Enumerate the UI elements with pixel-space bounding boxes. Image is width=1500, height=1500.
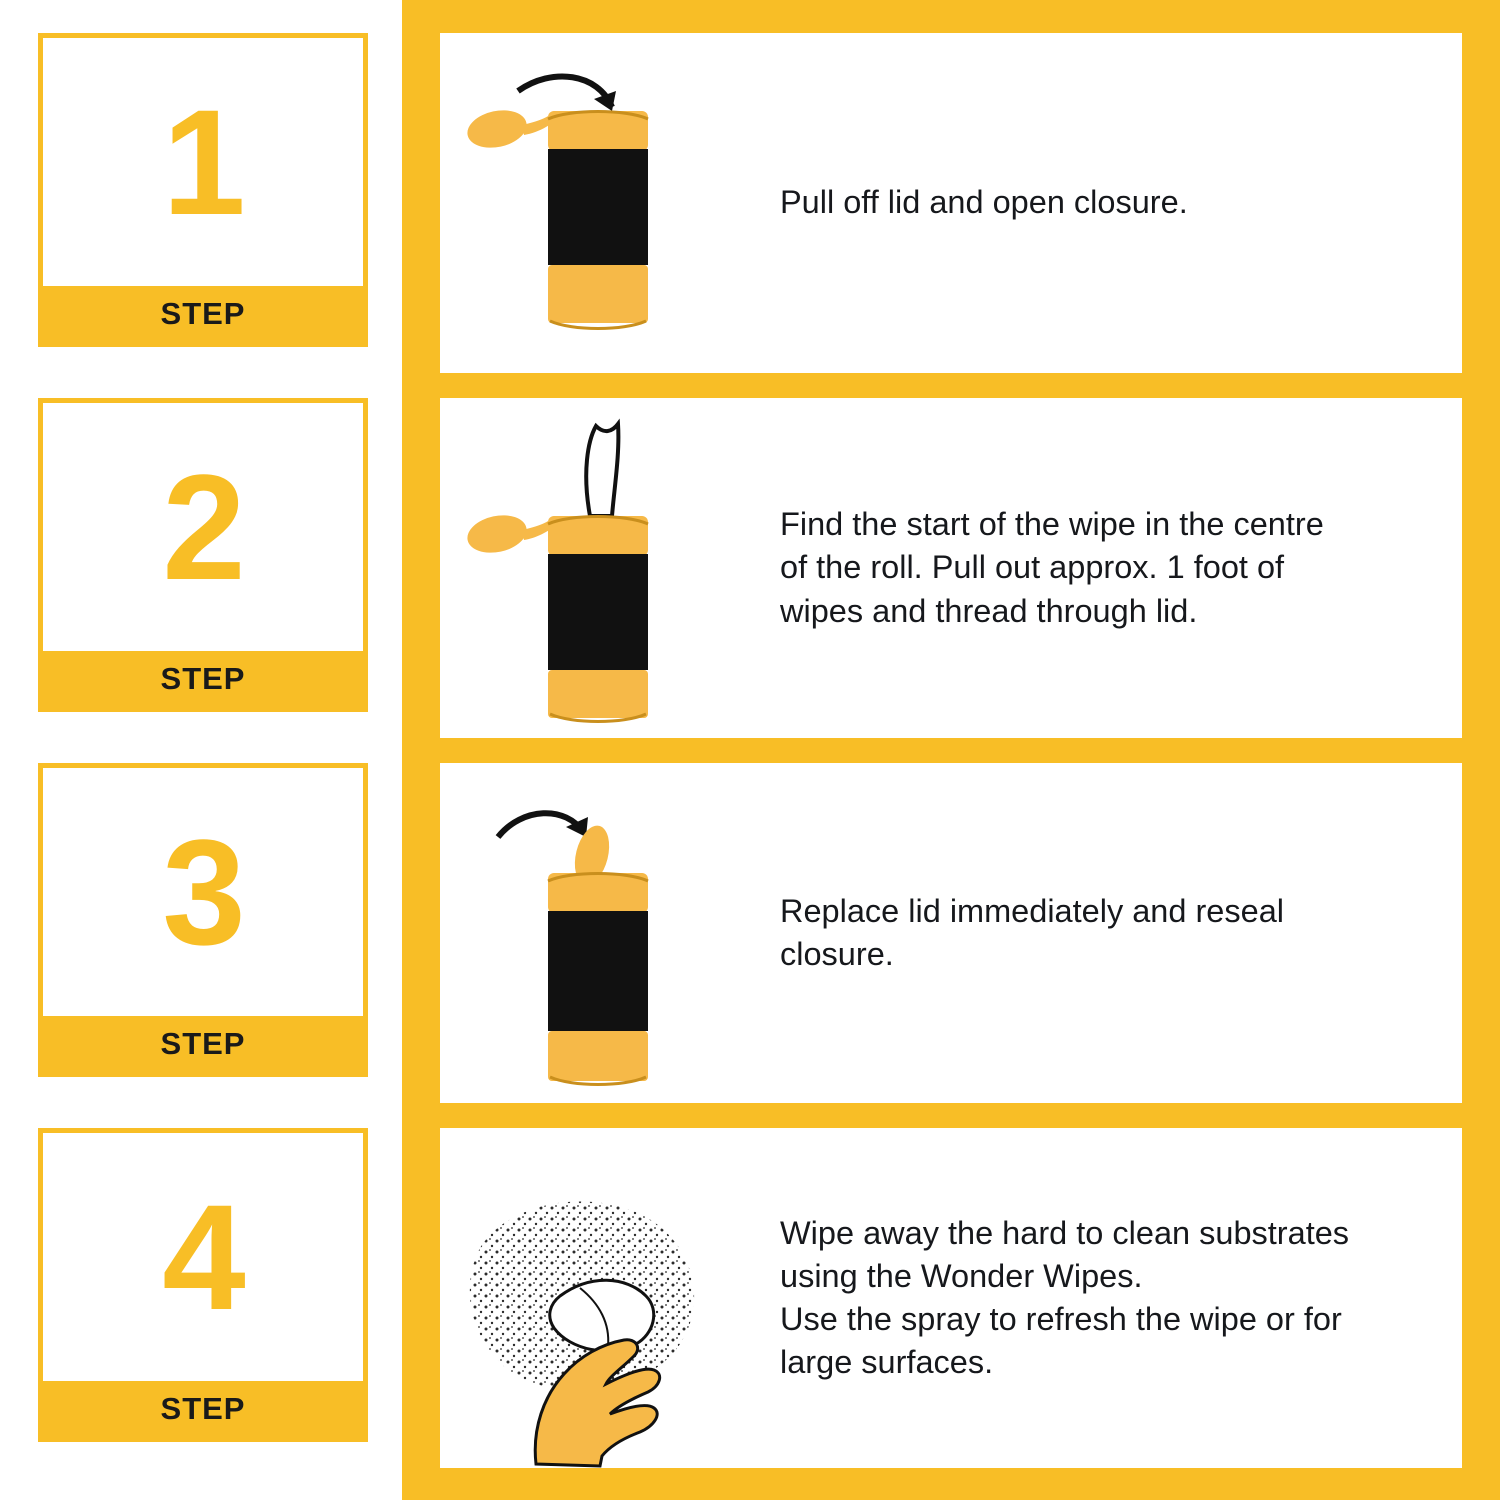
step-text-line: Pull off lid and open closure.	[780, 184, 1188, 221]
step-text-line: Use the spray to refresh the wipe or for	[780, 1301, 1342, 1337]
step-card-3	[38, 763, 368, 1077]
step-illustration-3	[440, 763, 780, 1103]
step-illustration-4	[440, 1128, 780, 1468]
step-text-line: closure.	[780, 936, 894, 972]
step-card-1	[38, 33, 368, 347]
step-text-line: large surfaces.	[780, 1344, 994, 1381]
step-row-1	[440, 33, 1462, 373]
step-text-line: wipes and thread through lid.	[780, 592, 1198, 629]
step-text-line: using the Wonder Wipes.	[780, 1257, 1143, 1294]
step-number-box-1	[43, 38, 363, 286]
step-number-4: 4	[162, 1173, 244, 1341]
step-text-line: Find the start of the wipe in the centre	[780, 506, 1324, 543]
wipes-canister-lid-replaced-icon	[440, 763, 780, 1103]
step-illustration-2	[440, 398, 780, 738]
step-card-2	[38, 398, 368, 712]
step-text-1	[780, 181, 1462, 224]
step-card-4	[38, 1128, 368, 1442]
step-number-3: 3	[162, 808, 244, 976]
step-row-2	[440, 398, 1462, 738]
step-row-3	[440, 763, 1462, 1103]
step-text-3	[780, 890, 1462, 976]
step-number-box-3	[43, 768, 363, 1016]
step-label-1: STEP	[160, 296, 246, 331]
step-label-3: STEP	[160, 1026, 246, 1061]
step-label-4: STEP	[160, 1391, 246, 1426]
step-number-box-4	[43, 1133, 363, 1381]
step-text-2	[780, 503, 1462, 633]
step-number-box-2	[43, 403, 363, 651]
wipes-canister-lid-off-icon	[440, 33, 780, 373]
step-number-1: 1	[162, 78, 244, 246]
step-row-4	[440, 1128, 1462, 1468]
hand-wiping-surface-icon	[440, 1128, 780, 1468]
step-text-4	[780, 1212, 1462, 1385]
step-illustration-1	[440, 33, 780, 373]
step-number-2: 2	[162, 443, 244, 611]
step-text-line: Replace lid immediately and reseal	[780, 892, 1285, 929]
step-text-line: Wipe away the hard to clean substrates	[780, 1214, 1350, 1251]
wipes-canister-wipe-threaded-icon	[440, 398, 780, 738]
step-text-line: of the roll. Pull out approx. 1 foot of	[780, 549, 1285, 586]
step-label-2: STEP	[160, 661, 246, 696]
